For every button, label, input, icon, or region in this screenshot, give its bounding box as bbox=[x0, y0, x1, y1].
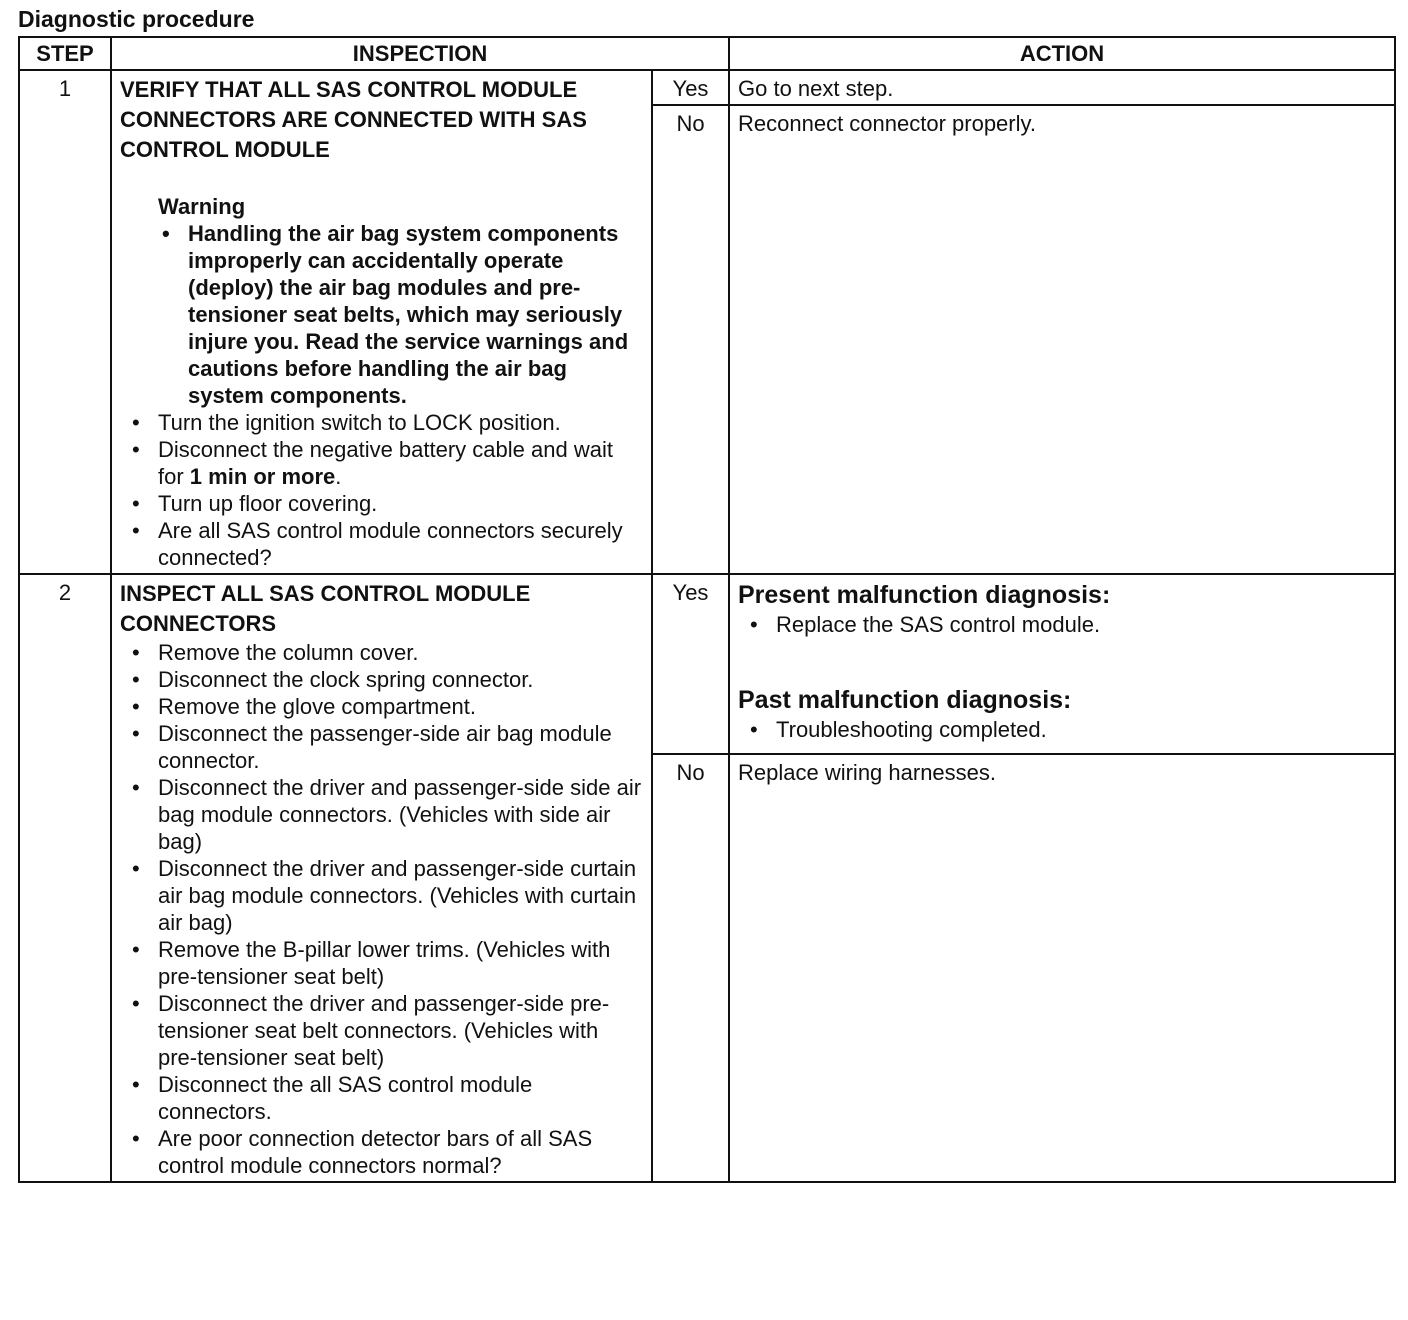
list-item: • Turn the ignition switch to LOCK position. bbox=[120, 409, 643, 436]
step-1-yes-row bbox=[19, 70, 1395, 105]
step-2-yes-action bbox=[729, 574, 1395, 754]
step-1-inspection bbox=[111, 70, 652, 574]
header-inspection: INSPECTION bbox=[111, 37, 729, 70]
warning-label: Warning bbox=[158, 194, 246, 219]
step-2-title: INSPECT ALL SAS CONTROL MODULE CONNECTORS bbox=[120, 581, 531, 636]
list-item: • Disconnect the driver and passenger-side pre-tensioner seat belt connectors. (Vehicles with pre-tensioner seat belt) bbox=[120, 990, 643, 1071]
step-2-inspection bbox=[111, 574, 652, 1182]
list-item: • Remove the B-pillar lower trims. (Vehicles with pre-tensioner seat belt) bbox=[120, 936, 643, 990]
step-2-number: 2 bbox=[19, 574, 111, 1182]
list-item: • Disconnect the all SAS control module connectors. bbox=[120, 1071, 643, 1125]
step-1-no-label: No bbox=[652, 105, 729, 574]
present-diagnosis-heading: Present malfunction diagnosis: bbox=[738, 581, 1111, 609]
step-1-number: 1 bbox=[19, 70, 111, 574]
step-1-warning bbox=[158, 193, 643, 409]
step-1-list bbox=[120, 409, 643, 571]
step-2-yes-label: Yes bbox=[652, 574, 729, 754]
list-item-tail: . bbox=[335, 464, 342, 489]
list-item-text: Disconnect the negative battery cable and wait for bbox=[158, 437, 613, 489]
warning-item: • Handling the air bag system components improperly can accidentally operate (deploy) the air bag modules and pre-tensioner seat belts, which may seriously injure you. Read the service warnings and cautions before handling the air bag system components. bbox=[158, 220, 643, 409]
list-item: • Replace the SAS control module. bbox=[738, 611, 1386, 638]
list-item: • Are poor connection detector bars of all SAS control module connectors normal? bbox=[120, 1125, 643, 1179]
list-item: • Disconnect the clock spring connector. bbox=[120, 666, 643, 693]
past-diagnosis-heading: Past malfunction diagnosis: bbox=[738, 686, 1072, 714]
list-item: • Disconnect the driver and passenger-side curtain air bag module connectors. (Vehicles with curtain air bag) bbox=[120, 855, 643, 936]
list-item: • Remove the glove compartment. bbox=[120, 693, 643, 720]
step-1-no-action: Reconnect connector properly. bbox=[729, 105, 1395, 574]
header-action: ACTION bbox=[729, 37, 1395, 70]
step-2-no-label: No bbox=[652, 754, 729, 1182]
step-2-yes-row bbox=[19, 574, 1395, 754]
list-item: • Remove the column cover. bbox=[120, 639, 643, 666]
list-item: • Turn up floor covering. bbox=[120, 490, 643, 517]
step-1-yes-action: Go to next step. bbox=[729, 70, 1395, 105]
step-2-no-action: Replace wiring harnesses. bbox=[729, 754, 1395, 1182]
header-row bbox=[19, 37, 1395, 70]
diagnostic-table bbox=[18, 36, 1396, 1183]
list-item: • Troubleshooting completed. bbox=[738, 716, 1386, 743]
page-title: Diagnostic procedure bbox=[18, 6, 255, 32]
list-item: • Disconnect the driver and passenger-side side air bag module connectors. (Vehicles with side air bag) bbox=[120, 774, 643, 855]
step-1-yes-label: Yes bbox=[652, 70, 729, 105]
step-2-list bbox=[120, 639, 643, 1179]
list-item: • Disconnect the passenger-side air bag module connector. bbox=[120, 720, 643, 774]
header-step: STEP bbox=[19, 37, 111, 70]
list-item bbox=[120, 436, 643, 490]
step-1-title: VERIFY THAT ALL SAS CONTROL MODULE CONNECTORS ARE CONNECTED WITH SAS CONTROL MODULE bbox=[120, 77, 587, 162]
list-item: • Are all SAS control module connectors securely connected? bbox=[120, 517, 643, 571]
list-item-emphasis: 1 min or more bbox=[189, 464, 336, 489]
